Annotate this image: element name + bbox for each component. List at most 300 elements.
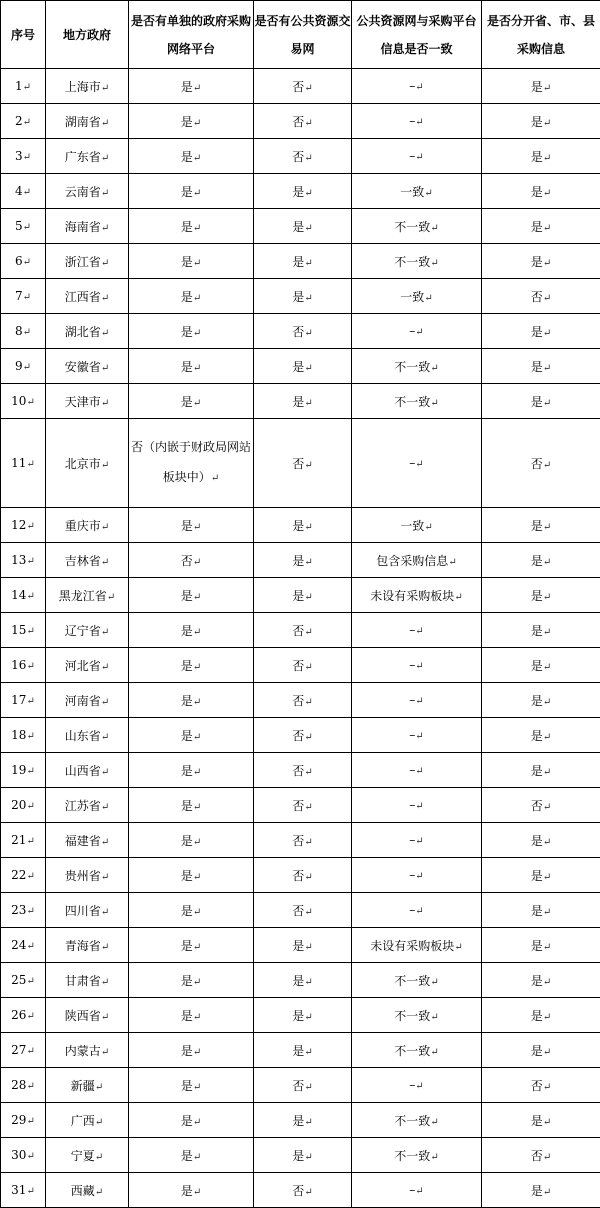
cell-text: 海南省 xyxy=(65,220,101,234)
return-mark-icon: ↵ xyxy=(101,328,109,339)
return-mark-icon: ↵ xyxy=(193,223,201,234)
cell-no xyxy=(1,174,46,209)
return-mark-icon: ↵ xyxy=(95,1082,103,1093)
cell-separate xyxy=(482,1068,600,1103)
return-mark-icon: ↵ xyxy=(101,1012,109,1023)
cell-separate xyxy=(482,209,600,244)
return-mark-icon: ↵ xyxy=(543,942,551,953)
cell-consistent xyxy=(352,613,482,648)
return-mark-icon: ↵ xyxy=(101,522,109,533)
cell-platform xyxy=(129,279,254,314)
cell-text: 云南省 xyxy=(65,185,101,199)
return-mark-icon: ↵ xyxy=(415,696,423,707)
cell-text: 不一致 xyxy=(394,255,430,269)
return-mark-icon: ↵ xyxy=(304,697,312,708)
cell-text: 是 xyxy=(531,150,543,164)
cell-no xyxy=(1,543,46,578)
cell-text: 重庆市 xyxy=(65,519,101,533)
cell-text: 否 xyxy=(292,115,304,129)
return-mark-icon: ↵ xyxy=(415,836,423,847)
cell-public xyxy=(254,384,352,419)
cell-gov xyxy=(46,648,129,683)
cell-text: 是 xyxy=(181,1149,193,1163)
cell-text: 否 xyxy=(292,1184,304,1198)
cell-text: 是 xyxy=(181,1114,193,1128)
cell-consistent xyxy=(352,508,482,543)
return-mark-icon: ↵ xyxy=(26,976,34,987)
cell-text: 是 xyxy=(181,360,193,374)
cell-public xyxy=(254,1138,352,1173)
table-row xyxy=(1,578,600,613)
cell-consistent xyxy=(352,69,482,104)
table-header xyxy=(1,1,600,69)
return-mark-icon: ↵ xyxy=(26,696,34,707)
cell-separate xyxy=(482,1173,600,1208)
cell-platform xyxy=(129,543,254,578)
cell-no xyxy=(1,279,46,314)
header-gov: 地方政府 xyxy=(46,1,129,69)
cell-platform xyxy=(129,209,254,244)
cell-text: 31 xyxy=(11,1183,26,1197)
cell-text: 是 xyxy=(531,519,543,533)
cell-public xyxy=(254,1033,352,1068)
return-mark-icon: ↵ xyxy=(193,1047,201,1058)
cell-text: 是 xyxy=(181,325,193,339)
cell-consistent xyxy=(352,823,482,858)
cell-platform xyxy=(129,69,254,104)
cell-platform xyxy=(129,718,254,753)
return-mark-icon: ↵ xyxy=(211,473,219,484)
cell-text: 是 xyxy=(292,519,304,533)
table-row xyxy=(1,963,600,998)
cell-text: 不一致 xyxy=(394,974,430,988)
cell-text: 4 xyxy=(15,184,23,198)
cell-public xyxy=(254,718,352,753)
return-mark-icon: ↵ xyxy=(304,837,312,848)
cell-no xyxy=(1,753,46,788)
table-row xyxy=(1,753,600,788)
cell-text: 29 xyxy=(11,1113,26,1127)
return-mark-icon: ↵ xyxy=(101,460,109,471)
cell-text: 天津市 xyxy=(65,395,101,409)
return-mark-icon: ↵ xyxy=(304,293,312,304)
cell-separate xyxy=(482,823,600,858)
return-mark-icon: ↵ xyxy=(23,222,31,233)
table-row xyxy=(1,543,600,578)
cell-consistent xyxy=(352,349,482,384)
cell-no xyxy=(1,963,46,998)
cell-text: 不一致 xyxy=(394,1009,430,1023)
return-mark-icon: ↵ xyxy=(101,942,109,953)
return-mark-icon: ↵ xyxy=(304,907,312,918)
return-mark-icon: ↵ xyxy=(543,363,551,374)
return-mark-icon: ↵ xyxy=(95,1187,103,1198)
return-mark-icon: ↵ xyxy=(193,153,201,164)
cell-public xyxy=(254,349,352,384)
cell-gov xyxy=(46,69,129,104)
table-row xyxy=(1,648,600,683)
return-mark-icon: ↵ xyxy=(193,328,201,339)
cell-text: 贵州省 xyxy=(65,869,101,883)
cell-platform xyxy=(129,928,254,963)
cell-no xyxy=(1,1068,46,1103)
cell-text: 是 xyxy=(531,694,543,708)
return-mark-icon: ↵ xyxy=(193,662,201,673)
return-mark-icon: ↵ xyxy=(543,907,551,918)
return-mark-icon: ↵ xyxy=(193,1012,201,1023)
table-row xyxy=(1,998,600,1033)
cell-text: 湖南省 xyxy=(65,115,101,129)
cell-gov xyxy=(46,139,129,174)
return-mark-icon: ↵ xyxy=(430,363,438,374)
return-mark-icon: ↵ xyxy=(101,732,109,743)
cell-text: 陕西省 xyxy=(65,1009,101,1023)
cell-gov xyxy=(46,1103,129,1138)
return-mark-icon: ↵ xyxy=(26,731,34,742)
cell-platform xyxy=(129,1173,254,1208)
cell-text: 一致 xyxy=(400,185,424,199)
table-row xyxy=(1,823,600,858)
return-mark-icon: ↵ xyxy=(430,398,438,409)
cell-text: 是 xyxy=(531,869,543,883)
cell-text: 是 xyxy=(181,799,193,813)
cell-public xyxy=(254,139,352,174)
return-mark-icon: ↵ xyxy=(304,258,312,269)
cell-text: 是 xyxy=(181,974,193,988)
cell-text: 否 xyxy=(292,80,304,94)
cell-consistent xyxy=(352,279,482,314)
return-mark-icon: ↵ xyxy=(26,1186,34,1197)
cell-separate xyxy=(482,963,600,998)
cell-consistent xyxy=(352,1138,482,1173)
cell-platform xyxy=(129,139,254,174)
cell-no xyxy=(1,613,46,648)
cell-text: 24 xyxy=(11,938,26,952)
cell-text: 否 xyxy=(292,799,304,813)
cell-text: 是 xyxy=(531,255,543,269)
cell-no xyxy=(1,508,46,543)
cell-platform xyxy=(129,419,254,508)
cell-no xyxy=(1,314,46,349)
return-mark-icon: ↵ xyxy=(193,363,201,374)
cell-consistent xyxy=(352,858,482,893)
return-mark-icon: ↵ xyxy=(543,627,551,638)
return-mark-icon: ↵ xyxy=(23,257,31,268)
cell-no xyxy=(1,648,46,683)
cell-separate xyxy=(482,314,600,349)
return-mark-icon: ↵ xyxy=(543,1047,551,1058)
return-mark-icon: ↵ xyxy=(101,837,109,848)
return-mark-icon: ↵ xyxy=(415,1081,423,1092)
cell-text: 否 xyxy=(292,659,304,673)
return-mark-icon: ↵ xyxy=(26,521,34,532)
cell-text: 一致 xyxy=(400,519,424,533)
cell-text: 是 xyxy=(531,1184,543,1198)
cell-text: 6 xyxy=(15,254,23,268)
cell-text: 28 xyxy=(11,1078,26,1092)
return-mark-icon: ↵ xyxy=(543,802,551,813)
return-mark-icon: ↵ xyxy=(101,627,109,638)
cell-gov xyxy=(46,1033,129,1068)
return-mark-icon: ↵ xyxy=(101,118,109,129)
cell-consistent xyxy=(352,753,482,788)
return-mark-icon: ↵ xyxy=(543,223,551,234)
cell-text: – xyxy=(409,903,415,917)
return-mark-icon: ↵ xyxy=(454,592,462,603)
cell-text: 河北省 xyxy=(65,659,101,673)
cell-text: – xyxy=(409,324,415,338)
return-mark-icon: ↵ xyxy=(543,1012,551,1023)
cell-no xyxy=(1,209,46,244)
return-mark-icon: ↵ xyxy=(430,258,438,269)
cell-separate xyxy=(482,1138,600,1173)
return-mark-icon: ↵ xyxy=(193,398,201,409)
return-mark-icon: ↵ xyxy=(23,117,31,128)
table-row xyxy=(1,718,600,753)
return-mark-icon: ↵ xyxy=(101,977,109,988)
return-mark-icon: ↵ xyxy=(415,801,423,812)
cell-text: 否 xyxy=(531,290,543,304)
return-mark-icon: ↵ xyxy=(304,460,312,471)
cell-consistent xyxy=(352,244,482,279)
cell-public xyxy=(254,419,352,508)
return-mark-icon: ↵ xyxy=(543,592,551,603)
cell-text: 是 xyxy=(292,554,304,568)
table-row xyxy=(1,244,600,279)
cell-text: 不一致 xyxy=(394,360,430,374)
return-mark-icon: ↵ xyxy=(26,766,34,777)
cell-text: 19 xyxy=(11,763,26,777)
return-mark-icon: ↵ xyxy=(430,977,438,988)
cell-text: – xyxy=(409,114,415,128)
return-mark-icon: ↵ xyxy=(424,522,432,533)
table-row xyxy=(1,683,600,718)
cell-text: 否 xyxy=(292,325,304,339)
cell-text: 1 xyxy=(15,79,23,93)
cell-text: – xyxy=(409,693,415,707)
return-mark-icon: ↵ xyxy=(304,802,312,813)
cell-platform xyxy=(129,349,254,384)
cell-gov xyxy=(46,928,129,963)
return-mark-icon: ↵ xyxy=(543,398,551,409)
return-mark-icon: ↵ xyxy=(193,977,201,988)
cell-text: 否 xyxy=(531,1149,543,1163)
cell-consistent xyxy=(352,578,482,613)
cell-text: 11 xyxy=(11,456,26,470)
return-mark-icon: ↵ xyxy=(304,522,312,533)
return-mark-icon: ↵ xyxy=(101,223,109,234)
header-platform: 是否有单独的政府采购网络平台 xyxy=(129,1,254,69)
cell-text: 否 xyxy=(292,457,304,471)
cell-consistent xyxy=(352,209,482,244)
return-mark-icon: ↵ xyxy=(304,872,312,883)
cell-text: – xyxy=(409,763,415,777)
cell-consistent xyxy=(352,1033,482,1068)
table-row xyxy=(1,1138,600,1173)
return-mark-icon: ↵ xyxy=(193,627,201,638)
table-row xyxy=(1,1033,600,1068)
return-mark-icon: ↵ xyxy=(101,398,109,409)
cell-text: 是 xyxy=(181,80,193,94)
return-mark-icon: ↵ xyxy=(543,732,551,743)
cell-gov xyxy=(46,753,129,788)
table-row xyxy=(1,1173,600,1208)
return-mark-icon: ↵ xyxy=(26,459,34,470)
cell-text: 是 xyxy=(531,659,543,673)
header-no: 序号 xyxy=(1,1,46,69)
table-row xyxy=(1,1103,600,1138)
return-mark-icon: ↵ xyxy=(26,1046,34,1057)
return-mark-icon: ↵ xyxy=(101,153,109,164)
cell-text: – xyxy=(409,658,415,672)
return-mark-icon: ↵ xyxy=(543,977,551,988)
cell-platform xyxy=(129,753,254,788)
cell-text: 是 xyxy=(292,255,304,269)
cell-no xyxy=(1,893,46,928)
cell-text: 14 xyxy=(11,588,26,602)
cell-separate xyxy=(482,1033,600,1068)
cell-separate xyxy=(482,578,600,613)
cell-text: – xyxy=(409,149,415,163)
cell-public xyxy=(254,244,352,279)
cell-text: 青海省 xyxy=(65,939,101,953)
return-mark-icon: ↵ xyxy=(304,1082,312,1093)
cell-text: 是 xyxy=(292,395,304,409)
return-mark-icon: ↵ xyxy=(26,626,34,637)
cell-text: 广西 xyxy=(71,1114,95,1128)
table-row xyxy=(1,209,600,244)
return-mark-icon: ↵ xyxy=(23,292,31,303)
cell-text: 是 xyxy=(531,115,543,129)
cell-no xyxy=(1,1173,46,1208)
return-mark-icon: ↵ xyxy=(101,1047,109,1058)
cell-text: 26 xyxy=(11,1008,26,1022)
cell-text: 10 xyxy=(11,394,26,408)
cell-text: – xyxy=(409,798,415,812)
cell-text: 湖北省 xyxy=(65,325,101,339)
cell-text: 是 xyxy=(531,220,543,234)
cell-separate xyxy=(482,419,600,508)
cell-separate xyxy=(482,718,600,753)
cell-text: – xyxy=(409,623,415,637)
cell-text: 江西省 xyxy=(65,290,101,304)
cell-gov xyxy=(46,508,129,543)
return-mark-icon: ↵ xyxy=(543,83,551,94)
cell-consistent xyxy=(352,998,482,1033)
cell-platform xyxy=(129,578,254,613)
cell-consistent xyxy=(352,928,482,963)
cell-no xyxy=(1,788,46,823)
return-mark-icon: ↵ xyxy=(448,557,456,568)
cell-text: – xyxy=(409,456,415,470)
cell-public xyxy=(254,69,352,104)
return-mark-icon: ↵ xyxy=(101,907,109,918)
cell-public xyxy=(254,928,352,963)
return-mark-icon: ↵ xyxy=(415,152,423,163)
return-mark-icon: ↵ xyxy=(26,941,34,952)
cell-text: 是 xyxy=(531,185,543,199)
return-mark-icon: ↵ xyxy=(101,662,109,673)
cell-public xyxy=(254,1103,352,1138)
return-mark-icon: ↵ xyxy=(304,732,312,743)
cell-text: 未设有采购板块 xyxy=(370,939,454,953)
cell-separate xyxy=(482,349,600,384)
cell-text: 否 xyxy=(292,834,304,848)
return-mark-icon: ↵ xyxy=(193,118,201,129)
cell-text: 是 xyxy=(531,729,543,743)
cell-separate xyxy=(482,648,600,683)
cell-gov xyxy=(46,314,129,349)
table-row xyxy=(1,349,600,384)
cell-platform xyxy=(129,244,254,279)
cell-separate xyxy=(482,683,600,718)
cell-text: 否 xyxy=(181,554,193,568)
cell-gov xyxy=(46,578,129,613)
cell-text: 是 xyxy=(292,185,304,199)
cell-text: 15 xyxy=(11,623,26,637)
cell-text: 27 xyxy=(11,1043,26,1057)
cell-separate xyxy=(482,174,600,209)
cell-text: 否 xyxy=(531,799,543,813)
return-mark-icon: ↵ xyxy=(304,1117,312,1128)
cell-text: 是 xyxy=(531,1044,543,1058)
cell-text: 是 xyxy=(181,115,193,129)
cell-gov xyxy=(46,613,129,648)
cell-text: 是 xyxy=(292,1149,304,1163)
cell-consistent xyxy=(352,314,482,349)
cell-text: 2 xyxy=(15,114,23,128)
cell-text: 是 xyxy=(181,869,193,883)
cell-public xyxy=(254,279,352,314)
cell-platform xyxy=(129,174,254,209)
cell-public xyxy=(254,823,352,858)
cell-public xyxy=(254,893,352,928)
cell-text: 是 xyxy=(181,185,193,199)
return-mark-icon: ↵ xyxy=(26,661,34,672)
cell-text: 是 xyxy=(292,220,304,234)
header-row xyxy=(1,1,600,69)
cell-consistent xyxy=(352,1103,482,1138)
cell-text: 是 xyxy=(531,395,543,409)
return-mark-icon: ↵ xyxy=(26,871,34,882)
cell-text: 山西省 xyxy=(65,764,101,778)
cell-separate xyxy=(482,928,600,963)
cell-text: 是 xyxy=(531,589,543,603)
return-mark-icon: ↵ xyxy=(26,1011,34,1022)
return-mark-icon: ↵ xyxy=(424,188,432,199)
return-mark-icon: ↵ xyxy=(415,906,423,917)
cell-text: – xyxy=(409,1183,415,1197)
cell-gov xyxy=(46,209,129,244)
return-mark-icon: ↵ xyxy=(26,1151,34,1162)
cell-text: 是 xyxy=(181,395,193,409)
cell-text: 不一致 xyxy=(394,395,430,409)
cell-consistent xyxy=(352,788,482,823)
return-mark-icon: ↵ xyxy=(23,152,31,163)
cell-text: – xyxy=(409,833,415,847)
cell-consistent xyxy=(352,384,482,419)
header-separate: 是否分开省、市、县采购信息 xyxy=(482,1,600,69)
return-mark-icon: ↵ xyxy=(193,293,201,304)
return-mark-icon: ↵ xyxy=(304,767,312,778)
cell-text: 是 xyxy=(181,694,193,708)
cell-platform xyxy=(129,648,254,683)
cell-no xyxy=(1,998,46,1033)
cell-separate xyxy=(482,279,600,314)
return-mark-icon: ↵ xyxy=(304,398,312,409)
return-mark-icon: ↵ xyxy=(193,258,201,269)
table-row xyxy=(1,788,600,823)
